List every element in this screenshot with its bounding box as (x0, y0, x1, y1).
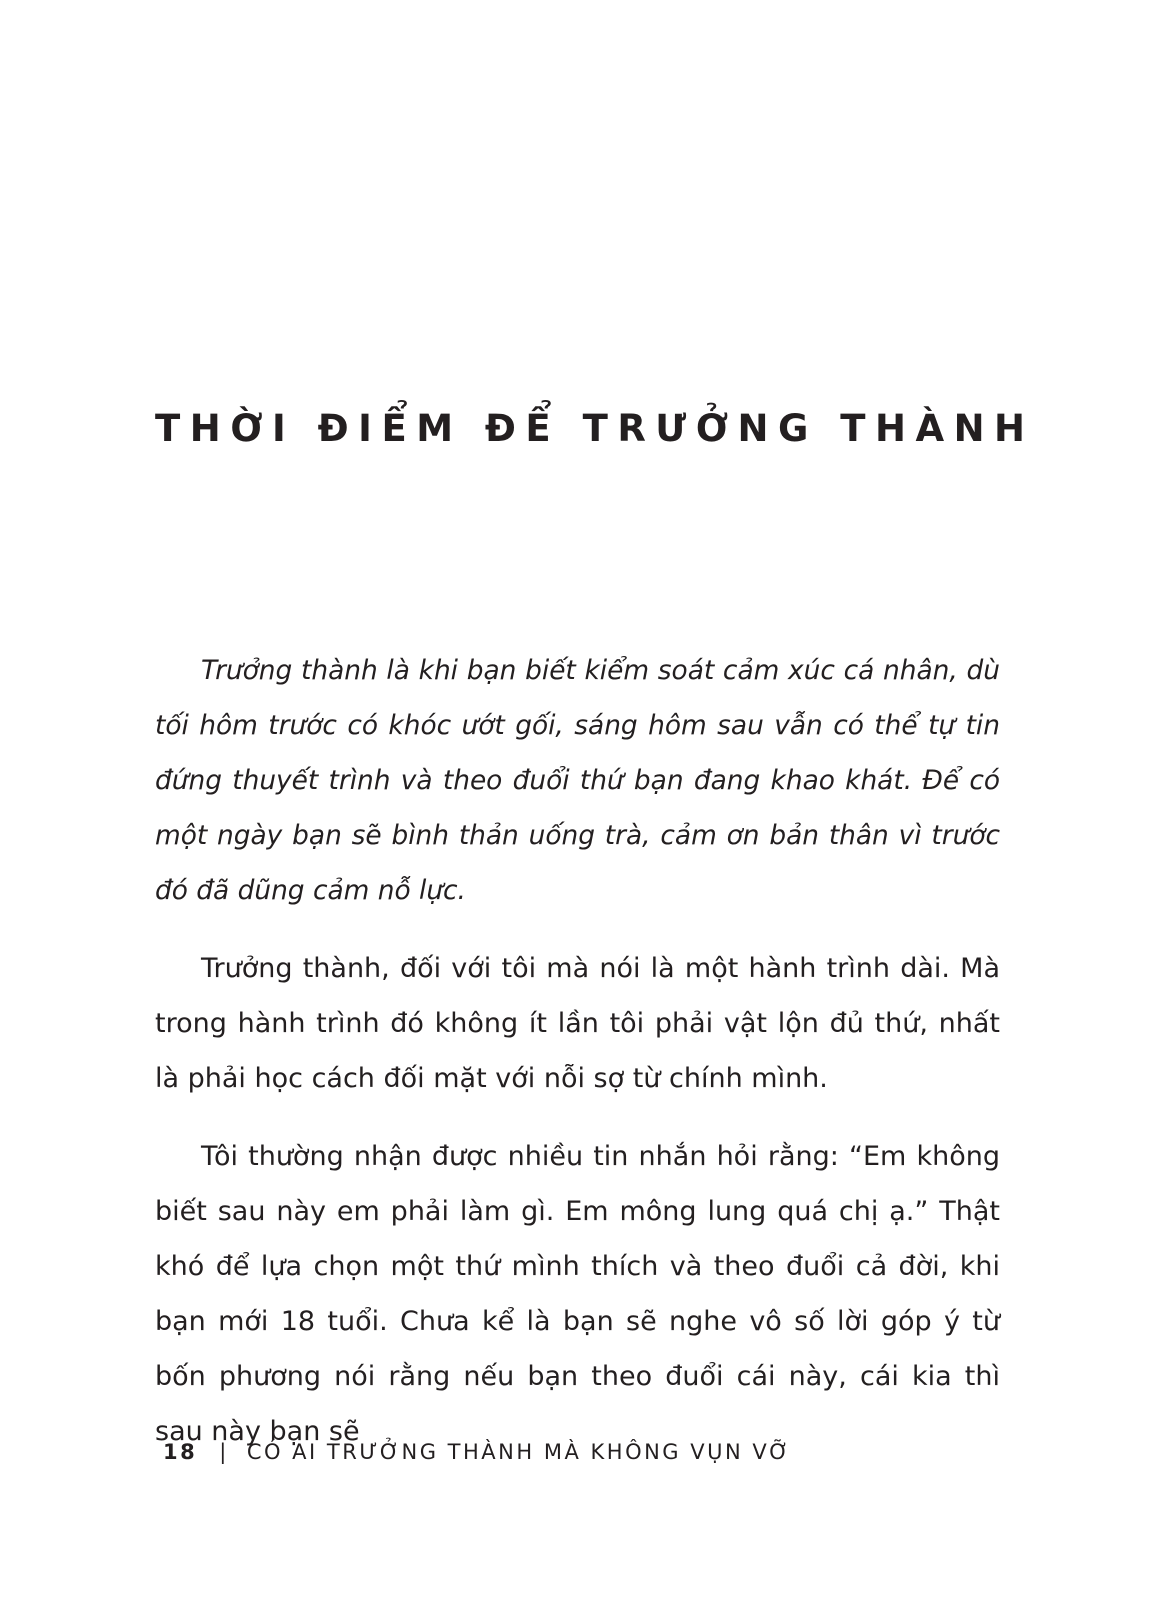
chapter-title: THỜI ĐIỂM ĐỂ TRƯỞNG THÀNH (155, 407, 1035, 450)
page-number: 18 (163, 1440, 198, 1464)
page-footer (163, 1436, 791, 1468)
epigraph-paragraph: Trưởng thành là khi bạn biết kiểm soát cảm xúc cá nhân, dù tối hôm trước có khóc ướt gối, sáng hôm sau vẫn có thể tự tin đứng thuyết trình và theo đuổi thứ bạn đang khao khát. Để có một ngày bạn sẽ bình thản uống trà, cảm ơn bản thân vì trước đó đã dũng cảm nỗ lực. (155, 655, 1000, 906)
body-paragraph: Trưởng thành, đối với tôi mà nói là một hành trình dài. Mà trong hành trình đó không ít lần tôi phải vật lộn đủ thứ, nhất là phải học cách đối mặt với nỗi sợ từ chính mình. (155, 953, 1000, 1094)
body-text (155, 643, 1000, 1447)
footer-separator: | (219, 1440, 229, 1464)
running-book-title: CÓ AI TRƯỞNG THÀNH MÀ KHÔNG VỤN VỠ (246, 1440, 791, 1464)
body-paragraph: Tôi thường nhận được nhiều tin nhắn hỏi rằng: “Em không biết sau này em phải làm gì. Em mông lung quá chị ạ.” Thật khó để lựa chọn một thứ mình thích và theo đuổi cả đời, khi bạn mới 18 tuổi. Chưa kể là bạn sẽ nghe vô số lời góp ý từ bốn phương nói rằng nếu bạn theo đuổi cái này, cái kia thì sau này bạn sẽ (155, 1141, 1000, 1447)
